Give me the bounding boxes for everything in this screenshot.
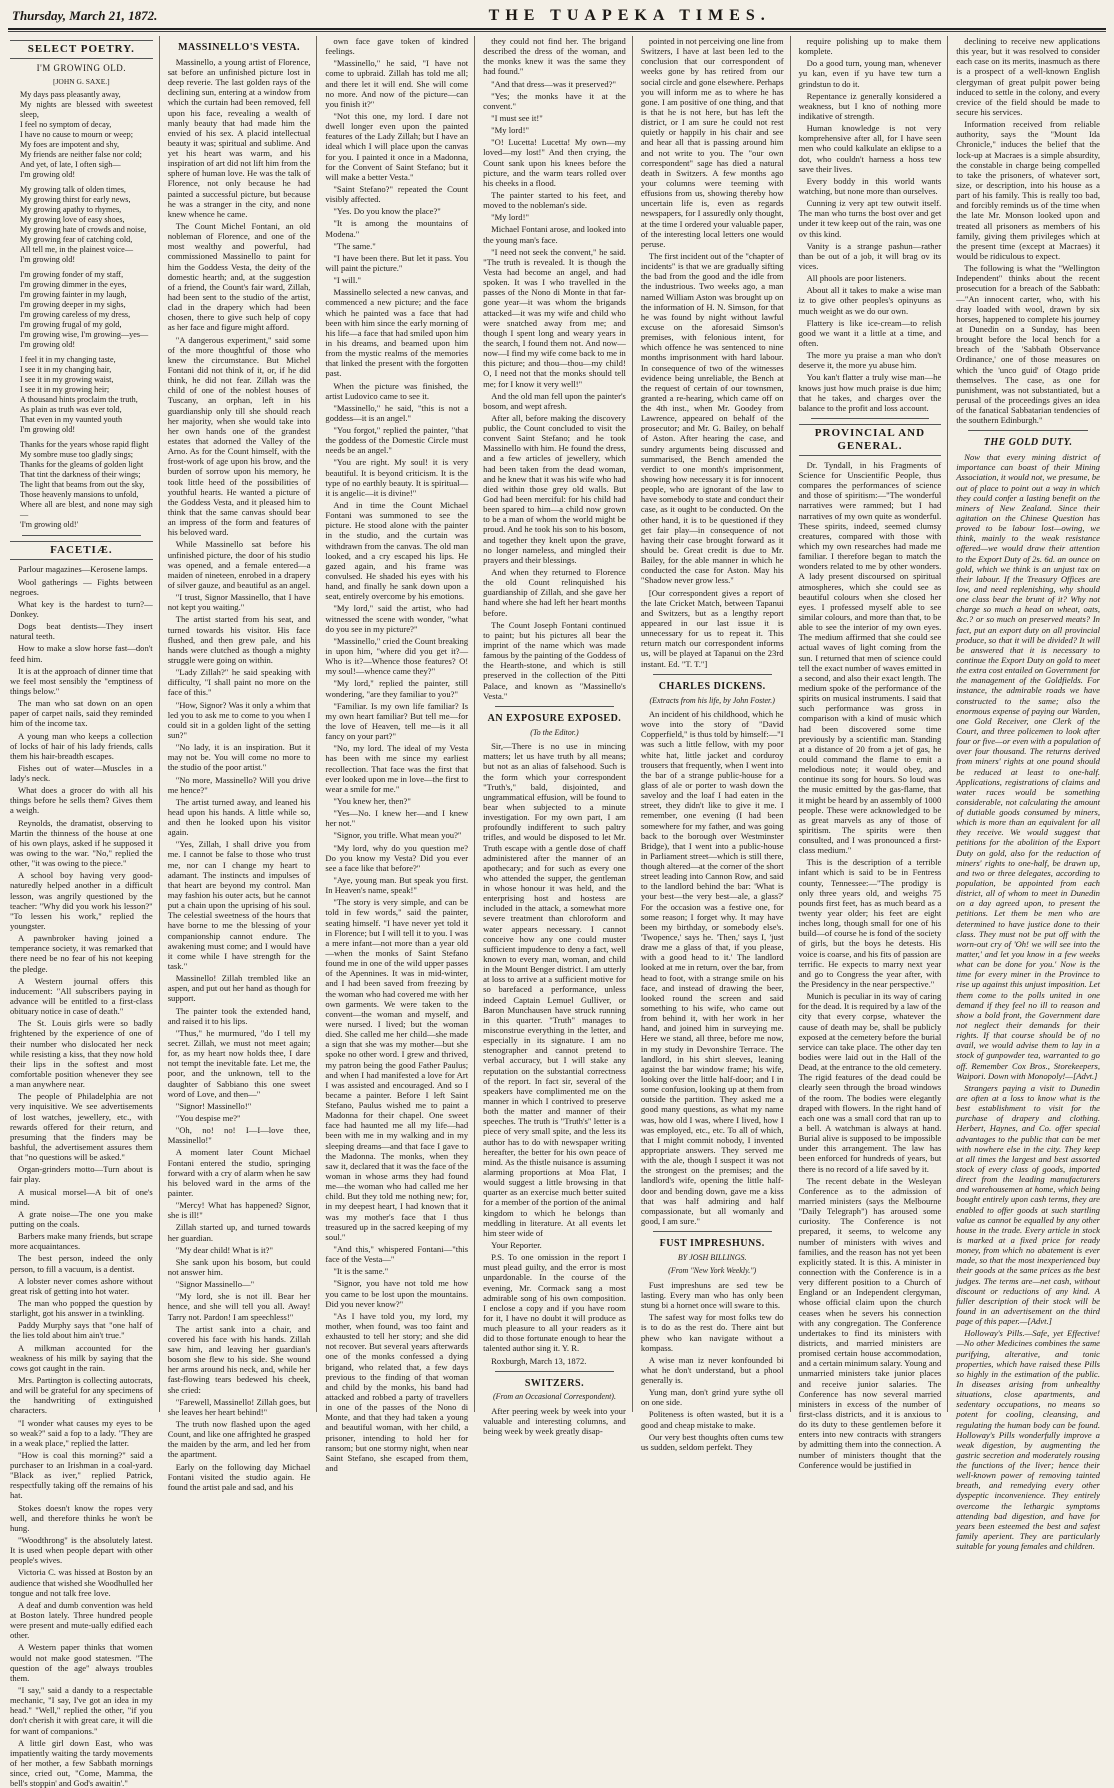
section-divider	[495, 706, 614, 707]
dickens-subtitle: (Extracts from his life, by John Foster.)	[649, 695, 775, 705]
story-paragraph: "You despise me?"	[175, 1113, 241, 1123]
story-paragraph: "My dear child! What is it?"	[175, 1244, 274, 1255]
fust-paragraph: require polishing up to make them komplete.	[798, 36, 942, 57]
switzers-continued	[641, 36, 784, 669]
story-body	[168, 57, 311, 1492]
switzers-subtitle: (From an Occasional Correspondent).	[493, 1392, 616, 1402]
facetiae-item: The best person, indeed the only person, to fill a vacuum, is a dentist.	[10, 1253, 153, 1274]
facetiae-item: Dogs beat dentists—They insert natural teeth.	[10, 621, 153, 642]
poem-stanza: I feel it in my changing taste, I see it in my changing hair, I see it in my growing waist, I see it in my growing heir; A thousand hints proclaim the truth, As plain as truth was ever told, That even in my vaunted youth I'm growing old!	[20, 355, 138, 435]
switzers-paragraph: [Our correspondent gives a report of the late Cricket Match, between Tapanui and Switzers, but as a lengthy report appeared in our last issue it is unnecessary for us to repeat it. This return match our correspondent informs us, will be played at Tapanui on the 23rd instant. Ed. "T. T."]	[640, 587, 784, 669]
gold-duty-body	[956, 452, 1100, 1551]
gold-duty-title: THE GOLD DUTY.	[983, 437, 1073, 449]
story-paragraph: "You are right. My soul! it is very beautiful. It is beyond criticism. It is the type of no earthly beauty. It is spiritual—it is angelic—it is divine!"	[325, 457, 469, 498]
story-paragraph: "My lord!"	[491, 212, 529, 223]
column-5	[639, 36, 791, 1452]
section-divider	[811, 418, 930, 419]
story-paragraph: "My lord, why do you question me? Do you know my Vesta? Did you ever see a face like that before?"	[325, 842, 469, 873]
story-paragraph: "Saint Stefano?" repeated the Count visibly affected.	[325, 183, 469, 205]
provincial-paragraph: Information received from reliable authority, says the "Mount Ida Chronicle," induces the belief that the lock-up at Macraes is a simple absurdity, the constable in charge being compelled to take the prisoners, of whatever sort, size, or description, into his house as a part of his family. This is really too bad, and forcibly reminds us of the time when the late Mr. Monson looked upon and treated all prisoners as members of his family, giving them privileges which at the present time (except at Macraes) it would be ridiculous to expect.	[956, 119, 1100, 261]
fust-paragraph: Human knowledge is not very komprehensive after all, for I have seen men who could kalkulate an eklipse to a dot, who couldn't harness a hoss tew save their lives.	[798, 123, 942, 174]
story-paragraph: "Yes. Do you know the place?"	[333, 206, 441, 217]
facetiae-item: The man who sat down on an open paper of carpet nails, said they reminded him of the income tax.	[10, 698, 153, 729]
section-heading-poetry: SELECT POETRY.	[10, 40, 153, 59]
facetiae-item: A grate noise—The one you make putting on the coals.	[10, 1208, 153, 1229]
story-paragraph: The artist sank into a chair, and covered his face with his hands. Zillah saw him, and leaving her guardian's bosom she flew to his side. She wound her arms around his neck, and, while her fast-flowing tears bedewed his cheek, she cried:	[167, 1323, 311, 1395]
story-paragraph: "I must see it!"	[491, 112, 543, 123]
facetiae-item: How to make a slow horse fast—don't feed him.	[10, 643, 153, 664]
fust-paragraph: Our very best thoughts often cums tew us sudden, seldom perfekt. They	[640, 1431, 784, 1452]
fust-paragraph: Every boddy in this world wants watching, but none more than ourselves.	[798, 175, 942, 196]
provincial-paragraph: The following is what the "Wellington Independent" thinks about the recent prosecution for a breach of the Sabbath:—"An innocent carter, who, with his dray loaded with wool, drawn by six horses, happened to complete his journey at Dunedin on a Sunday, has been brought before the local bench for a breach of the 'Sabbath Observance Ordinance,' one of those measures on which the 'unco guid' of Otago pride themselves. The case, as one for punishment, was not substantiated, but a perusal of the proceedings gives an idea of the fanatical Sabbatarian tendencies of the southern Edinburgh."	[956, 263, 1100, 426]
story-paragraph: "I have been there. But let it pass. You will paint the picture."	[325, 252, 469, 273]
section-heading-facetiae: FACETIÆ.	[10, 541, 153, 560]
exposure-title: AN EXPOSURE EXPOSED.	[487, 712, 622, 724]
column-6	[797, 36, 949, 1470]
story-paragraph: "Aye, young man. But speak you first. In Heaven's name, speak!"	[325, 874, 469, 896]
story-continued	[325, 36, 468, 1473]
facetiae-item: Fishes out of water—Muscles in a lady's neck.	[10, 762, 153, 784]
story-paragraph: And in time the Count Michael Fontani was summoned to see the picture. He stood alone with the painter in the studio, and the curtain was withdrawn from the canvas. The old man looked, and a cry escaped his lips. He gazed again, and his frame was convulsed. He shaded his eyes with his hand, and finally he sank down upon a seat, entirely overcome by his emotions.	[325, 500, 469, 602]
fust-paragraph: Politeness is often wasted, but it is a good and cheap mistake to make.	[640, 1409, 784, 1430]
fust-paragraph: Do a good turn, young man, whenever yu kan, even if yu have tew turn a grindstun to do it.	[798, 58, 942, 89]
story-paragraph: "Familiar. Is my own life familiar? Is my own heart familiar? But tell me—for the love of Heaven, tell me—is it all fancy on your part?"	[325, 700, 469, 742]
poem-stanza: My days pass pleasantly away, My nights are blessed with sweetest sleep, I feel no symptom of decay, I have no cause to mourn or weep; My foes are impotent and shy, My friends are neither false nor cold; And yet, of late, I often sigh— I'm growing old!	[20, 90, 153, 180]
column-1	[8, 36, 160, 1788]
story-paragraph: "No more, Massinello? Will you drive me hence?"	[167, 774, 311, 795]
story-paragraph: "Signor, you have not told me how you came to be lost upon the mountains. Did you never know?"	[325, 1278, 469, 1309]
facetiae-item: Mrs. Partington is collecting autocrats, and will be grateful for any specimens of the handwriting of extinguished characters.	[10, 1374, 153, 1416]
fust-author: BY JOSH BILLINGS.	[677, 1252, 747, 1262]
fust-paragraph: You kan't flatter a truly wise man—he knows just how much praise is due him; that he takes, and charges over the balance to the profit and loss account.	[798, 372, 942, 413]
provincial-body	[799, 460, 942, 1470]
story-paragraph: "No lady, it is an inspiration. But it may not be. You will come no more to the studio of the poor artist."	[167, 742, 311, 773]
facetiae-item: A pawnbroker having joined a temperance society, it was remarked that there need be no fear of his not keeping the pledge.	[10, 933, 153, 974]
section-divider	[653, 1231, 772, 1232]
story-paragraph: "The story is very simple, and can be told in few words," said the painter, seating himself. "I have never yet told it in Florence; but I will tell it to you. I was a mere infant—not more than a year old—when the monks of Saint Stefano found me in one of the wild upper passes of the Apennines. It was in mid-winter, and I had been saved from freezing by the woman who had covered me with her own garments. We were taken to the convent—the woman and myself, and were nursed. I lived; but the woman died. She called me her child—she made a sign that she was my mother—but she spoke no other word. I grew and thrived, my patron being the good Father Paulus; and when I had manifested a love for Art I was assisted and encouraged. And so I became a painter. Before I left Saint Stefano, Paulus wished me to paint a Madonna for their chapel. One sweet face had haunted me all my life—had been with me in my walking and in my sleeping dreams—and that face I gave to the Madonna. The monks, when they saw it, declared that it was the face of the woman in whose arms they had found me—the woman who had called me her child. But they told me nothing new; for, in my deepest heart, I had known that it was my mother's face that I thus treasured up in the sacred keeping of my soul."	[325, 897, 469, 1242]
facetiae-item: Barbers make many friends, but scrape more acquaintances.	[10, 1231, 153, 1252]
letter-paragraph: Your Reporter.	[491, 1239, 542, 1250]
provincial-paragraph: Dr. Tyndall, in his Fragments of Science for Unscientific People, thus compares the performances of science and those of spiritism:—"The wonderful narratives were rammed; but I had narratives of my own quite as wonderful. These spirits, indeed, seemed clumsy creatures, compared with those with which my own researches had made me familiar. I therefore began to match the wonders related to me by other wonders. A lady present discoursed on spiritual atmospheres, which she could see as beautiful colours when she closed her eyes. I professed myself able to see similar colours, and more than that, to be able to see the interior of my own eyes. The medium affirmed that she could see actual waves of light coming from the sun. I returned that men of science could tell the exact number of waves emitted in a second, and also their exact length. The medium spoke of the performance of the spirits on musical instruments. I said that such performance was gross in comparison with a kind of music which had been discovered some time previously by a scientific man. Standing at a distance of 20 from a jet of gas, he could command the flame to emit a melodious note; it would obey, and continue its song for hours. So loud was the music emitted by the gas-flame, that it might be heard by an assembly of 1000 people. These were acknowledged to be as great marvels as any of those of spiritism. The spirits were then consulted, and I was pronounced a first-class medium."	[798, 459, 942, 856]
facetiae-item: A deaf and dumb convention was held at Boston lately. Three hundred people were present and mute-ually edified each other.	[10, 1599, 153, 1641]
story-paragraph: "I will."	[333, 275, 361, 286]
fust-paragraph: About all it takes to make a wise man iz to give other peoples's opinyuns as much weight as we do our own.	[798, 285, 942, 316]
masthead	[8, 4, 1106, 30]
story-paragraph: "My lord!"	[491, 125, 529, 136]
facetiae-item: "How is coal this morning?" said a purchaser to an Irishman in a coal-yard. "Black as iver," replied Patrick, respectfully taking off the remains of his hat.	[10, 1449, 153, 1501]
facetiae-item: A school boy having very good-naturedly helped another in a difficult lesson, was angrily questioned by the teacher: "Why did you work his lesson?" "To lessen his work," replied the youngster.	[10, 870, 153, 932]
story-paragraph: "Thus," he murmured, "do I tell my secret. Zillah, we must not meet again; for, as my heart now holds thee, I dare not tempt the inevitable fate. Let me, the poor, and the unknown, tell to the daughter of Sabbiano this one sweet word of Love, and then—"	[167, 1027, 311, 1099]
fust-paragraph: The more yu praise a man who don't deserve it, the more yu abuse him.	[798, 350, 942, 371]
story-paragraph: After all, before making the discovery public, the Count concluded to visit the convent Saint Stefano; and he took Massinello with him. He found the dress, and a few articles of jewellery, which had been taken from the dead woman, and he knew that it was his wife who had died within those grey old walls. But God had been merciful: for his child had been spared to him—a child now grown to be a man of whom the world might be proud. And he took his son to his bosom, and together they knelt upon the grave, no longer nameless, and mingled their prayers and their blessings.	[483, 412, 626, 565]
story-paragraph: "My lord," said the artist, who had witnessed the scene with wonder, "what do you see in my picture?"	[325, 603, 469, 634]
switzers-paragraph: pointed in not perceiving one line from Switzers, I have at last been led to the conclusion that our correspondent of weeks gone by has retired from our social circle and gone elsewhere. Perhaps you will inform me as to where he has gone. I am positive of one thing, and that is that he is not here, but has left the district, or I am sure he could not rest quietly or happily in his chair and see and hear all that is passing around him and not write to you. The "our own correspondent" sage has died a natural death in Switzers. A few months ago your columns were teeming with effusions from us, showing thereby how uncertain life is, even as regards newspapers, for I assuredly only thought, at the time I ordered your valuable paper, of the interesting local letters one would peruse.	[640, 36, 784, 249]
story-paragraph: "You forgot," replied the painter, "that the goddess of the Domestic Circle must needs be an angel."	[325, 425, 469, 456]
facetiae-item: Paddy Murphy says that "one half of the lies told about him ain't true."	[10, 1320, 153, 1341]
story-paragraph: The artist started from his seat, and turned towards his visitor. His face flushed, and then grew pale, and his hands were clutched as though a mighty struggle were going on within.	[167, 614, 311, 665]
switzers-title: SWITZERS.	[524, 1377, 585, 1389]
story-paragraph: "No, my lord. The ideal of my Vesta has been with me since my earliest recollection. That face was the first that ever looked upon me in love—the first to wear a smile for me."	[325, 743, 469, 794]
story-paragraph: "Signor Massinello—"	[175, 1279, 255, 1290]
section-divider	[653, 674, 772, 675]
story-paragraph: A moment later Count Michael Fontani entered the studio, springing forward with a cry of alarm when he saw his beloved ward in the arms of the painter.	[167, 1147, 311, 1198]
facetiae-item: Reynolds, the dramatist, observing to Martin the thinness of the house at one of his own plays, asked if he supposed it was owing to the war. "No," replied the other, "it was owing to the piece."	[10, 817, 153, 869]
story-paragraph: The Count Michel Fontani, an old nobleman of Florence, and one of the most wealthy and powerful, had commissioned Massinello to paint for him the Goddess Vesta, the deity of the domestic hearth; and, at the suggestion of a friend, the Count's fair ward, Zillah, had been sent to the studio of the artist, clad in the drapery which had been chosen, there to give such help of copy as her face and figure might afford.	[167, 221, 311, 333]
story-paragraph: Early on the following day Michael Fontani visited the studio again. He found the artist pale and sad, and his	[167, 1461, 311, 1492]
story-paragraph: "Mercy! What has happened? Signor, she is ill!"	[167, 1200, 311, 1221]
fust-paragraph: Cunning iz very apt tew outwit itself. The man who turns the bost over and get under it tew keep out of the rain, was one ov this kind.	[798, 198, 942, 239]
story-conclusion	[483, 36, 626, 701]
story-paragraph: The truth now flashed upon the aged Count, and like one affrighted he grasped the maiden by the arm, and led her from the apartment.	[167, 1418, 311, 1460]
facetiae-item: A Western journal offers this inducement: "All subscribers paying in advance will be entitled to a first-class obituary notice in case of death."	[10, 975, 153, 1017]
facetiae-item: The people of Philadelphia are not very inquisitive. We see advertisements of lost watches, jewellery, etc., with rewards offered for their return, and presuming that the finders may be bashful, the advertisement assures them that "no questions will be asked."	[10, 1091, 153, 1163]
section-divider	[495, 1371, 614, 1372]
story-paragraph: "And that dress—was it preserved?"	[491, 78, 617, 89]
poem-stanza: Thanks for the years whose rapid flight My sombre muse too gladly sings; Thanks for the gleams of golden light That tint the darkness of their wings; The light that beams from out the sky, Those heavenly mansions to unfold, Where all are blest, and none may sigh— 'I'm growing old!'	[20, 440, 153, 530]
story-paragraph: While Massinello sat before his unfinished picture, the door of his studio was opened, and a female entered—a maiden of nineteen, enrobed in a drapery of silver gauze, and beautiful as an angel.	[167, 539, 311, 590]
story-paragraph: "The same."	[333, 240, 376, 251]
letter-paragraph: Roxburgh, March 13, 1872.	[491, 1355, 587, 1366]
letter-paragraph: Sir,—There is no use in mincing matters; let us have truth by all means; but not as an alias of falsehood. Such is the form which your correspondent "Truth's," bald, disjointed, and ungrammatical effusion, will be found to bear when subjected to a minute investigation. For my own part, I am profoundly indifferent to such paltry trifles, and would be disposed to let Mr. Truth escape with a gentle dose of chaff administered after the manner of an apothecary; and for such as every one who attended the supper, the gentleman in whose honour it was held, and the enterprising host and hostess are included in the attack, a somewhat more severe treatment than chloroform and water appears necessary. I cannot conceive how any one could muster sufficient impudence to deny a fact, well known to every man, woman, and child in the Mount Benger district. I am utterly at loss to arrive at a sufficient motive for so barefaced a performance, unless indeed Captain Lemuel Gulliver, or Baron Munchausen have struck running in this quarter. "Truth" manages to misconstrue everything in the letter, and especially in its signature. I am no stenographer and cannot pretend to verbal accuracy, but I will stake any reputation on the substantial correctness of the report. In fact sir, several of the speakers have complimented me on the manner in which I contrived to preserve both the matter and manner of their speeches. The truth is "Truth's" letter is a piece of very small spite, and the less its author has to do with newspaper writing hereafter, the better for his own peace of mind. As the thistle nuisance is assuming alarming proportions at Moa Flat, I would suggest a little browsing in that quarter as an exercise much better suited for a member of the portion of the animal kingdom to which he belongs than meddling in literature. At all events let him steer wide of	[483, 741, 626, 1238]
story-paragraph: "And this," whispered Fontani—"this face of the Vesta—"	[325, 1244, 469, 1265]
provincial-heading: PROVINCIAL AND GENERAL.	[799, 424, 942, 456]
story-paragraph: Massinello! Zillah trembled like an aspen, and put out her hand as though for support.	[167, 973, 311, 1004]
facetiae-item: A Western paper thinks that women would not make good statesmen. "The question of the age" always troubles them.	[10, 1642, 153, 1683]
fust-paragraph: Fust impreshuns are sed tew be lasting. Every man who has only been stung bi a hornet once will sware to this.	[640, 1279, 784, 1311]
facetiae-item: Parlour magazines—Kerosene lamps.	[18, 564, 148, 575]
story-paragraph: "How, Signor? Was it only a whim that led you to ask me to come to you when I could sit in a golden light of the setting sun?"	[167, 699, 311, 740]
facetiae-list	[10, 564, 153, 1788]
facetiae-item: "Woodthrong" is the absolutely latest. It is used when people depart with other people's wives.	[10, 1535, 153, 1566]
section-divider	[22, 535, 141, 536]
poem-stanza: I'm growing fonder of my staff, I'm growing dimmer in the eyes, I'm growing fainter in my laugh, I'm growing deeper in my sighs, I'm growing careless of my dress, I'm growing frugal of my gold, I'm growing wise, I'm growing—yes— I'm growing old!	[20, 270, 149, 350]
story-paragraph: "Lady Zillah?" he said speaking with difficulty, "I shall paint no more on the face of this."	[167, 667, 311, 698]
fust-paragraph: The safest way for most folks tew do is to do as the rest do. There aint but phew who kan navigate without a kompass.	[640, 1312, 784, 1353]
facetiae-item: It is at the approach of dinner time that we feel most sensibly the "emptiness of things below."	[10, 665, 153, 696]
story-paragraph: Michael Fontani arose, and looked into the young man's face.	[483, 224, 626, 245]
column-2	[166, 36, 318, 1492]
story-paragraph: "A dangerous experiment," said some of the more thoughtful of those who knew the circumstance. But Michel Fontani did not think of it, or, if he did think, he did not fear. Zillah was the child of one of the noblest houses of Tuscany, an orphan, left in his guardianship only till she should reach her majority, when she would take into her own hands one of the grandest estates that adorned the Valley of the Arno. As for the Count himself, with the frost-work of age upon his brow, and the burden of sorrow upon his memory, he took little heed of the possibilities of youthful hearts. He wanted a picture of the Goddess Vesta, and it pleased him to think that the same canvas should bear an impress of the form and features of his beloved ward.	[167, 334, 311, 538]
story-paragraph: "You knew her, then?"	[333, 795, 411, 806]
story-paragraph: "My lord," replied the painter, still wondering, "are they familiar to you?"	[325, 678, 469, 699]
masthead-rule	[8, 31, 1106, 32]
facetiae-item: A musical morsel—A bit of one's mind.	[10, 1186, 153, 1207]
facetiae-item: "I wonder what causes my eyes to be so weak?" said a fop to a lady. "They are in a weak place," replied the latter.	[10, 1417, 153, 1448]
story-paragraph: they could not find her. The brigand described the dress of the woman, and the monks knew it was the same they had found."	[483, 36, 626, 77]
story-paragraph: "Yes, Zillah, I shall drive you from me. I cannot be false to those who trust me, nor can I change my heart to adamant. The instincts and impulses of that heart are beyond my control. Man may fashion his outer acts, but he cannot put a chain upon the uprising of his soul. The celestial sweetness of the hours that have borne to me the blessing of your companionship cannot endure. The awakening must come; and I would have it come while I have strength for the task."	[167, 839, 311, 972]
dickens-paragraph: An incident of his childhood, which he wove into the story of "David Copperfield," is thus told by himself:—"I was such a little fellow, with my poor white hat, little jacket and corduroy trousers that frequently, when I went into the bar of a strange public-house for a glass of ale or porter to wash down the saveloy and the loaf I had eaten in the street, they didn't like to give it me. I remember, one evening (I had been somewhere for my father, and was going back to the borough over Westminster Bridge), that I went into a public-house in Parliament street—which is still there, though altered—at the corner of the short street leading into Cannon Row, and said to the landlord behind the bar: 'What is your best—the very best—ale, a glass?' For the occasion was a festive one, for some reason; I forget why. It may have been my birthday, or somebody else's. 'Twopence,' says he. 'Then,' says I, 'just draw me a glass of that, if you please, with a good head to it.' The landlord looked at me in return, over the bar, from head to foot, with a strange smile on his face, and instead of drawing the beer, looked round the screen and said something to his wife, who came out from behind it, with her work in her hand, and joined him in surveying me. Here we stand, all three, before me now, in my study in Devonshire Terrace. The landlord, in his shirt sleeves, leaning against the bar window frame; his wife, looking over the little half-door; and I in some confusion, looking up at them from outside the partition. They asked me a good many questions, as what my name was, how old I was, where I lived, how I was employed, etc., etc. To all of which, that I might commit nobody, I invented appropriate answers. They served me with the ale, though I suspect it was not the strongest on the premises; and the landlord's wife, opening the little half-door and bending down, gave me a kiss that was half admiring and half compassionate, but all womanly and good, I am sure."	[640, 708, 784, 1226]
story-paragraph: "Signor! Massinello!"	[175, 1100, 252, 1111]
facetiae-item: A little girl down East, who was impatiently waiting the tardy movements of her mother, a few Sabbath mornings since, cried out, "Come, Mamma, the bell's stoppin' and God's awaitin'."	[10, 1737, 153, 1788]
story-paragraph: "Massinello," cried the Count breaking in upon him, "where did you get it?—Who is it?—Whence those features? O! my soul!—whence came they?"	[325, 635, 469, 677]
advert-paragraph: Strangers paying a visit to Dunedin are often at a loss to know what is the best establishment to visit for the purchase of drapery and clothing. Herbert, Haynes, and Co. offer special advantages to the public that can be met with nowhere else in the city. They keep at all times the largest and best assorted stock of every class of goods, imported direct from the leading manufacturers and warehousemen at home, which being bought entirely upon cash terms, they are enabled to offer goods at such startling value as cannot be equalled by any other house in the trade. Every article in stock is marked at a fixed price for ready money, from which no abatement is ever made, so that the most inexperienced buy their goods at the same prices as the best judges. The terms are—net cash, without discount or reductions of any kind. A fuller description of their stock will be found in an advertisement on the third page of this paper.—[Advt.]	[956, 1082, 1100, 1327]
story-title: MASSINELLO'S VESTA.	[178, 42, 301, 53]
letter-paragraph: P.S. To one omission in the report I must plead guilty, and the error is most unpardonable. In the course of the evening, Mr. Cormack sang a most admirable song of his own composition. I enclose a copy and if you have room for it, I have no doubt it will produce as much pleasure to all your readers as it did to those fortunate enough to hear the talented author sing it. Y. R.	[483, 1252, 626, 1354]
fust-paragraph: All phools are poor listeners.	[806, 273, 907, 284]
story-paragraph: "Oh, no! no! I—I—love thee, Massinello!"	[167, 1125, 311, 1146]
issue-date: Thursday, March 21, 1872.	[12, 8, 158, 23]
column-3	[323, 36, 475, 1473]
facetiae-item: A young man who keeps a collection of locks of hair of his lady friends, calls them his hair-breadth escapes.	[10, 730, 153, 761]
fust-body	[641, 1280, 784, 1452]
story-paragraph: own face gave token of kindred feelings.	[325, 36, 469, 57]
provincial-paragraph: This is the description of a terrible infant which is said to be in Fentress county, Tennessee:—"The prodigy is only three years old, and weighs 75 pounds first feet, has as much beard as a twenty year older; his feet are eight inches long, though small for one of his build—of course he is fond of the society of girls, but the boys he detests. His voice is coarse, and his fits of passion are terrific. He expects to marry next year and go to Congress the year after, with the Presidency in the near perspective."	[798, 857, 942, 990]
story-paragraph: "Yes; the monks have it at the convent."	[483, 90, 626, 111]
section-divider	[968, 430, 1088, 431]
story-paragraph: "Yes—No. I knew her—and I knew her not."	[325, 808, 469, 829]
story-paragraph: "Massinello," he said, "I have not come to upbraid. Zillah has told me all; and there let it will end. She will come no more. And now of the picture—can you finish it?"	[325, 58, 469, 109]
newspaper-columns	[8, 36, 1106, 1788]
exposure-subtitle: (To the Editor.)	[530, 727, 579, 737]
poem-stanza: My growing talk of olden times, My growing thirst for early news, My growing apathy to rhymes, My growing love of easy shoes, My growing hate of crowds and noise, My growing fear of catching cold, All tell me, in the plainest voice— I'm growing old!	[20, 185, 147, 265]
poem-title: I'M GROWING OLD.	[36, 62, 127, 73]
dickens-title: CHARLES DICKENS.	[658, 680, 766, 692]
story-paragraph: The painter started to his feet, and moved to the nobleman's side.	[483, 189, 626, 211]
switzers-paragraph: After peering week by week into your valuable and interesting columns, and being week by week greatly disap-	[483, 1405, 626, 1437]
facetiae-item: "I say," said a dandy to a respectable mechanic, "I say, I've got an idea in my head." "Well," replied the other, "if you don't cherish it with great care, it will die for want of companions."	[10, 1685, 153, 1736]
story-paragraph: "Massinello," he said, "this is not a goddess—it is an angel."	[325, 402, 469, 423]
poem-author: [JOHN G. SAXE.]	[53, 76, 110, 86]
story-paragraph: "I trust, Signor Massinello, that I have not kept you waiting."	[167, 592, 311, 613]
fust-paragraph: Yung man, don't grind yure sythe oll on one side.	[640, 1387, 784, 1408]
fust-paragraph: Repentance iz generally konsidered a weakness, but I kno of nothing more indikative of strength.	[798, 90, 942, 121]
story-paragraph: The artist turned away, and leaned his head upon his hands. A little while so, and then he looked upon his visitor again.	[167, 796, 311, 838]
story-paragraph: "O! Lucetta! Lucetta! My own—my loved—my lost!" And then crying, the Count sank upon his knees before the picture, and the warm tears rolled over his cheeks in a flood.	[483, 137, 626, 188]
story-paragraph: The painter took the extended hand, and raised it to his lips.	[167, 1005, 311, 1026]
switzers-paragraph: The first incident out of the "chapter of incidents" is that we are gradually sifting the bad from the good and the idle from the industrious. Two weeks ago, a man named William Aston was brought up on the information of H. N. Simson, for that he was found by night without lawful excuse on the aforesaid Simson's premises, with felonious intent, for which offence he was sentenced to nine months imprisonment with hard labour. In consequence of two of the witnesses evidence being unreliable, the Bench at the request of certain of our townsmen, granted a re-hearing, which came off on the 4th inst., when Mr. Goodey from Lawrence, appeared on behalf of the prosecutor; and Mr. G. Bailey, on behalf of Aston. After hearing the case, and sundry arguments being discussed and summarised, the Bench amended the verdict to one month's imprisonment, showing how necessary it is for innocent people, who are ignorant of the law to have somebody to state and conduct their case, as it ought to be conducted. On the other hand, it is to be questioned if they get fair play—in consequence of not having their case brought forward as it should be. Great credit is due to Mr. Bailey, for the able manner in which he conducted the case for Aston. May his "Shadow never grow less."	[640, 250, 784, 586]
fust-paragraph: A wise man iz never konfounded bi what he don't understand, but a phool generally is.	[640, 1354, 784, 1386]
column-4	[481, 36, 633, 1437]
provincial-continued	[956, 36, 1100, 425]
column-7	[954, 36, 1106, 1552]
exposure-letter	[483, 741, 626, 1366]
advert-paragraph: Holloway's Pills.—Safe, yet Effective!—No other Medicines combines the same purifying, alterative, and tonic properties, which have raised these Pills so highly in the estimation of the public. In diseases arising from unhealthy situations, close apartments, and sedentary occupations, no means so potent for cooling, cleansing, and regulating the human body can be found. Holloway's Pills wonderfully improve a weak digestion, by augmenting the gastric secretion and moderately rousing the functions of the liver; hence their well-known power of removing tainted breath, and remedying every other dyspeptic inconvenience. They entirely overcome the lethargic symptoms attending bad digestion, and have for years been esteemed the best and safest family aperient. They are particularly suitable for young females and children.	[956, 1328, 1100, 1552]
facetiae-item: Victoria C. was hissed at Boston by an audience that wished she Woodhulled her tongue and not talk free love.	[10, 1567, 153, 1598]
story-paragraph: Zillah started up, and turned towards her guardian.	[167, 1222, 311, 1243]
facetiae-item: Organ-grinders motto—Turn about is fair play.	[10, 1164, 153, 1185]
story-paragraph: And the old man fell upon the painter's bosom, and wept afresh.	[483, 390, 626, 411]
story-paragraph: "It is the same."	[333, 1266, 389, 1277]
facetiae-item: Stokes doesn't know the ropes very well, and therefore thinks he won't be hung.	[10, 1502, 153, 1533]
story-paragraph: "It is among the mountains of Modena."	[325, 218, 469, 239]
story-paragraph: "Not this one, my lord. I dare not dwell longer even upon the painted features of the Lady Zillah; but I have an ideal which I will place upon the canvas for you. I painted it once in a Madonna, for the Convent of Saint Stefano; but it will make a better Vesta."	[325, 110, 469, 182]
facetiae-item: The man who popped the question by starlight, got his answer in a twinkling.	[10, 1297, 153, 1319]
story-paragraph: Massinello, a young artist of Florence, sat before an unfinished picture lost in deep reverie. The last golden rays of the declining sun, entering at a window from which the curtain had been removed, fell upon his face, revealing a wealth of manly beauty that had made him the envied of his sex. A placid intellectual beauty it was; spiritual and sublime. And yet his heart was warm, and his inspiration of art did not lift him from the sphere of human love. He was the talk of Florence, not only because he had painted a successful picture, but because he was a stranger in the city, and none knew whence he came.	[167, 56, 311, 219]
fust-subtitle: (From "New York Weekly.")	[668, 1266, 757, 1276]
provincial-paragraph: Munich is peculiar in its way of caring for the dead. It is required by a law of the city that every corpse, whatever the cause of death may be, shall be publicly exposed at the cemetery before the burial service can take place. The other day ten bodies were laid out in the Hall of the Dead, at the entrance to the old cemetery. The rigid features of the dead could be clearly seen through the broad windows of the room. The bodies were elegantly draped with flowers. In the right hand of each one was a small cord that ran up to a bell. A watchman is always at hand. Burial alive is supposed to be impossible under this arrangement. The law has been enforced for hundreds of years, but there is no record of a life saved by it.	[798, 991, 942, 1174]
fust-title: FUST IMPRESHUNS.	[659, 1238, 765, 1250]
story-paragraph: Massinello selected a new canvas, and commenced a new picture; and the face which he painted was a face that had been with him since the early morning of his life—a face that had smiled upon him in his dreams, and beamed upon him from the mystic realms of the memories that linked the present with the forgotten past.	[325, 287, 469, 379]
provincial-paragraph: The recent debate in the Wesleyan Conference as to the admission of married ministers (says the Melbourne "Daily Telegraph") has aroused some curiosity. The Conference is not prepared, it seems, to welcome any number of ministers with wives and families, and the reason has not yet been explicitly stated. It is this. A minister in connection with the Conference is in a very different position to a Church of England or an Independent clergyman, whose official claim upon the church ceases when he severs his connection with any congregation. The Conference undertakes to find its ministers with districts, and married ministers are promised certain house accommodation, and a certain minimum salary. Young and unmarried ministers take junior places and receive junior salaries. The Conference has now several married ministers in excess of the number of first-class districts, and it is anxious to do its duty to these gentlemen before it enters into new contracts with strangers by admitting them into the connection. A number of ministers thought that the Conference would be justified in	[798, 1175, 942, 1470]
facetiae-item: A lobster never comes ashore without great risk of getting into hot water.	[10, 1275, 153, 1296]
story-paragraph: "As I have told you, my lord, my mother, when found, was too faint and exhausted to tell her story; and she did not recover. But several years afterwards one of the monks confessed a dying brigand, who related that, a few days previous to the finding of that woman and child by the monks, his band had attacked and robbed a party of travellers in one of the passes of the Nono di Monte, and that they had taken a young and beautiful woman, with her child, a prisoner, intending to hold her for ransom; but one stormy night, when near Saint Stefano, she escaped from them, and	[325, 1310, 469, 1473]
fust-paragraph: Vanity is a strange pashun—rather than be out of a job, it will brag ov its vices.	[798, 240, 942, 271]
switzers-body	[483, 1406, 626, 1436]
story-paragraph: "I need not seek the convent," he said. "The truth is revealed. It is though the Vesta had become an angel, and had spoken. It was I who travelled in the passes of the Nono di Monte in that far-gone year—it was whom the brigands attacked—it was my wife and child who were snatched away from me; and though I spent long and weary years in the search, I found them not. And now—now—I find my wife come back to me in this picture; and thou—thou—my child! O, I need not that the monks should tell me; for I know it very well!"	[483, 246, 626, 389]
fust-continued	[799, 36, 942, 413]
newspaper-title: THE TUAPEKA TIMES.	[488, 7, 771, 24]
poem	[10, 90, 153, 530]
story-paragraph: She sank upon his bosom, but could not answer him.	[167, 1256, 311, 1277]
facetiae-item: What key is the hardest to turn?—Donkey.	[10, 598, 153, 619]
provincial-paragraph: declining to receive new applications this year, but it was resolved to consider each case on its merits, inasmuch as there is a prospect of a well-known English clergyman of great pulpit power being induced to settle in the colony, and every crevice of the field should be made to secure his services.	[956, 36, 1100, 117]
dickens-body	[641, 709, 784, 1226]
story-paragraph: And when they returned to Florence the old Count relinquished his guardianship of Zillah, and she gave her hand where she had left her heart months before.	[483, 567, 626, 618]
fust-paragraph: Flattery is like ice-cream—to relish good we want it a little at a time, and often.	[798, 317, 942, 348]
facetiae-item: What does a grocer do with all his things before he sells them? Gives them a weigh.	[10, 785, 153, 816]
story-paragraph: "Farewell, Massinello! Zillah goes, but she leaves her heart behind!"	[167, 1396, 311, 1417]
story-paragraph: "My lord, she is not ill. Bear her hence, and she will tell you all. Away! Tarry not. Pardon! I am speechless!"	[167, 1291, 311, 1322]
story-paragraph: The Count Joseph Fontani continued to paint; but his pictures all bear the imprint of the name which was made famous by the painting of the Goddess of the Hearth-stone, and which is still preserved in the collection of the Pitti Palace, and known as "Massinello's Vesta."	[483, 619, 626, 701]
facetiae-item: Wool gatherings — Fights between negroes.	[10, 576, 153, 597]
story-paragraph: When the picture was finished, the artist Ludovico came to see it.	[325, 380, 469, 401]
facetiae-item: The St. Louis girls were so badly frightened by the experience of one of their number who dislocated her neck while resisting a kiss, that they now hold their lips in the softest and most comfortable position whenever they see a man anywhere near.	[10, 1018, 153, 1090]
facetiae-item: A milkman accounted for the weakness of his milk by saying that the cows got caught in the rain.	[10, 1342, 153, 1373]
advert-paragraph: Now that every mining district of importance can boast of their Mining Association, it would not, we presume, be out of place to point out a way in which they could confer a lasting benefit on the miners of New Zealand. Since their agitation on the Chinese Question has proved to be labour lost—owing, we think, mainly to the weak resistance offered—we would draw their attention to the Export Duty of 2s. 6d. an ounce on gold, which we think is an unjust tax on their labour. If the Treasury Offices are low, and need replenishing, why should one class bear the brunt of it? Why not charge so much a head on wheat, oats, &c.? or so much on preserved meats? In fact, put an export duty on all provincial produce, so that it will be divided? It will be answered that it is necessary to continue the Export Duty on gold to meet the extra cost entailed on Government for the management of the Goldfields. For instance, the admirable roads we have constructed to the same; also the enormous expense of paying our Warden, one Gold Receiver, one Clerk of the Court, and three policemen to look after four or five—or even with a population of over four thousand. The returns derived from miners' rights at one pound should be reduced at least to one-half. Applications, registrations of claims and water races would be something considerable, not calculating the amount of dutiable goods consumed by miners, which is more than an equivalent for all they receive. We would suggest that petitions for the abolition of the Export Duty on gold, also for the reduction of miners' rights to one-half, be drawn up, and two or three delegates, according to population, be appointed from each district, all of whom to meet in Dunedin on a day agreed upon, to present the petitions. Let them be men who are determined to have justice done to their class. They must not be put off with the worn-out cry of 'Oh! we will see into the matter,' and let you know in a few weeks what can be done for you.' Now is the time for every miner in the Province to rise up against this unjust imposition. Let them come to the polls united in one demand if they feel no ill to reason and show a bold front, the Government dare not neglect their demands for their rights. If that course should be of no avail, we would advise them to lay in a stock of gunpowder tea, warranted to go off. Remember Cox Bros., Storekeepers, Waipori. Down with Monopoly!—[Advt.]	[956, 452, 1100, 1081]
story-paragraph: "Signor, you trifle. What mean you?"	[333, 830, 462, 841]
